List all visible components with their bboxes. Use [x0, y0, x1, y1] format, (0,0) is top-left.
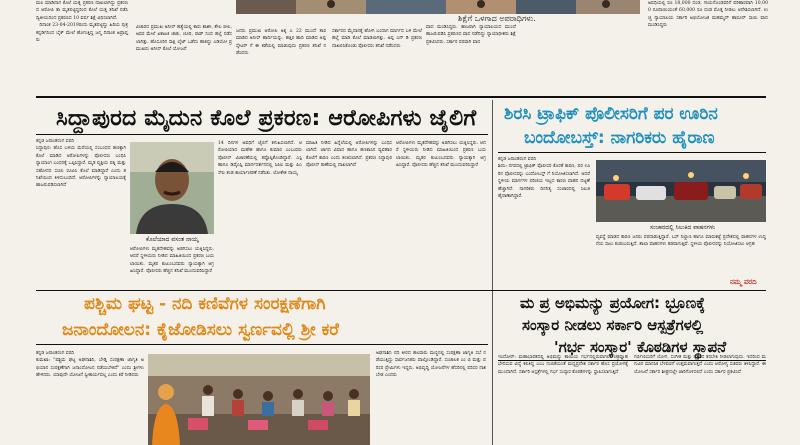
top-column-2-text: ವಿಚಾರದ ಪ್ರಮುಖ ಅನೀಸ್ ಹತ್ಯೆಯಲ್ಲಿ ಕಾರು ಶಾಖೀ, ಶೇಲ ಬೀಲ, ಅವರ ಮೇಲೆ ಏಕಾಏಕಿ ಚಾಕು, ಚೂರಿ, ರಾಡ್ ನಿಂದ ಹಲ್ಲೆ ನಡೆಸಲಾಗಿತ್ತು. ಹೊಸೂರಿನ ಸಾಕ್ಷಿ ಲೈಟ್ ಒಡೆದು ಹಾಕಿದ್ದು ಎಡಿಯೋ ಪ್ರಮುಖರು ಅನೀಸ್ ಕೊಲೆ ಯೋಜನೆ — [136, 25, 234, 53]
story1-column-3 — [306, 140, 392, 288]
top-column-2 — [136, 24, 232, 92]
story2-headline-line1: ಶಿರಸಿ ಟ್ರಾಫಿಕ್ ಪೊಲೀಸರಿಗೆ ಪರ ಊರಿನ — [504, 104, 718, 124]
story2-traffic-photo — [596, 160, 766, 222]
story1-column-2-text: 14 ದಿನಗಳ ಅವಧಿಗೆ ಜೈಲಿಗೆ ಕಳುಹಿಸಲಾಗಿದೆ. ಆರೋಪಿಯಾದ ಮಹೇಶ ಹಾಗೂ ಕುಮಾರ ಎಂಬುವರು ಪೊಲೀಸ್ ವಿಚಾರಣೆಯಲ್ಲಿ ತಪ್ಪೊಪ್ಪಿಕೊಂಡಿದ್ದಾರೆ. ಎಸ್ಪಿ ಹಾಗೂ ಡಿವೈಎಸ್ಪಿ ಮಾರ್ಗದರ್ಶನದಲ್ಲಿ ಸಿಪಿಐ ಮತ್ತು ಪಿಎಸ್ಐ ತಂಡ ಕಾರ್ಯಾಚರಣೆ ನಡೆಸಿತು. ಲೋಕೇಶ ನಾಯ್ಕ — [218, 141, 304, 176]
top-column-4-text: ಸರ್ಕಾರದ ಮೈದಾನಕ್ಕೆ ಹೋಗಿ ಬಂದಾಗ ಮಾರ್ಗದ ಬಳಿ ಮೇಲೆ ಹಲ್ಲೆ ಮಾಡಿ ಕೊಲೆ ಮಾಡಲಾಗಿತ್ತು. ಅಪ್ಪ ಎನ್ ಡಿ ಪ್ರಕರಣ ದಾಖಲಿಸಿಕೊಂಡು ಪೊಲೀಸರು ತನಿಖೆ ನಡೆಸಿದರು — [332, 29, 424, 49]
top-column-6 — [648, 0, 768, 92]
story1-column-3-text: ಮಾಹಿತಿ ನೀಡಿದ ಹಿನ್ನೆಲೆಯಲ್ಲಿ ಆರೋಪಿಗಳನ್ನು ಬಂಧಿಸಲಾಗಿದೆ. ಜಾಗದ ವಿವಾದ ಹಾಗೂ ಹಣಕಾಸಿನ ವ್ಯವಹಾರ ಕೊಲೆಗೆ ಕಾರಣ ಎಂದು ಶಂಕಿಸಲಾಗಿದೆ. ಪ್ರಕರಣ ಸಿದ್ದಾಪುರ ಪೊಲೀಸ್ ಠಾಣೆಯಲ್ಲಿ ದಾಖಲಾಗಿದೆ — [306, 141, 394, 169]
story2-column-2 — [596, 234, 766, 278]
top-column-3 — [236, 28, 326, 92]
story1-column-2 — [218, 140, 302, 288]
story2-byline: ನಮ್ಮ ವರದಿ — [730, 278, 757, 286]
top-divider — [36, 96, 766, 98]
story3-headline-line1: ಪಶ್ಚಿಮ ಘಟ್ಟ - ನದಿ ಕಣಿವೆಗಳ ಸಂರಕ್ಷಣೆಗಾಗಿ — [84, 294, 326, 314]
story4-column-1 — [498, 354, 628, 445]
story3-column-2-text: ಅಘನಾಶಿನಿ ನದಿ ತೀರದ ಹಲವಾರು ಮಣ್ಣಿನಲ್ಲಿ ಸಂರಕ್ಷಣಾ ಜಾಗೃತಿ ಸಭೆ ನಡೆಯುತ್ತಿದ್ದು ಸಾರ್ವಜನಿಕರು ಪಾಲ್ಗೊಂಡಿದ್ದಾರೆ. ಸಂಚಾಲಕ ಎಂ ಬಿ ಮತ್ತು ಪರಿಸರ ಪ್ರೇಮಿಗಳು ಇದ್ದರು. ಅಭಿವೃದ್ಧಿ ಯೋಜನೆಗಳ ಹೆಸರಿನಲ್ಲಿ ಪರಿಸರ ನಾಶ ಬೇಡ ಎಂದರು — [376, 351, 488, 379]
top-column-1 — [36, 0, 128, 92]
story4-headline-line3: 'ಗರ್ಭ ಸಂಸ್ಕಾರ' ಕೊಠಡಿಗಳ ಸ್ಥಾಪನೆ — [554, 338, 727, 356]
story1-column-1-text: ಕನ್ನಡ ಜನಾಂತರಂಗ ವರದಿ ಸಿದ್ದಾಪುರ: ಹೊಸ ಬಳಿಯ ಮನೆಯಲ್ಲಿ ಸಂಬಂಧದ ಹಣಕ್ಕಾಗಿ ಕೊಲೆ ಮಾಡಿದ ಆರೋಪಿಗಳನ್ನು ಪೊಲೀಸರು ಬಂಧಿಸಿ ನ್ಯಾಯಾಂಗ ಬಂಧನಕ್ಕೆ ಒಪ್ಪಿಸಿದ್ದಾರೆ. ಮೃತ ವ್ಯಕ್ತಿಯ ಪತ್ನಿ ಮತ್ತು ಸಹೋದರ ಸಂಚು ರೂಪಿಸಿ ಕೊಲೆ ಮಾಡಿದ್ದಾರೆ ಎಂದು ತನಿಖೆಯಿಂದ ತಿಳಿದುಬಂದಿದೆ. ಆರೋಪಿಗಳನ್ನು ನ್ಯಾಯಾಲಯಕ್ಕೆ ಹಾಜರುಪಡಿಸಲಾಗಿದೆ — [36, 139, 126, 189]
story1-column-1 — [36, 138, 126, 288]
story2-column-1 — [498, 156, 590, 288]
story2-photo-caption: ಸಂಚಾರದಲ್ಲಿ ಸಿಲುಕಿದ ವಾಹನಗಳು — [650, 224, 716, 231]
story4-headline-line1: ಮ ಪ್ರ ಅಭಿಮನ್ಯು ಪ್ರಯೋಗ: ಭ್ರೂಣಕ್ಕೆ — [520, 294, 706, 312]
story1-photo-caption: ಕೊಲೆಯಾದ ವಸಂತ ನಾಯ್ಕ — [146, 236, 199, 243]
top-column-5 — [426, 24, 516, 92]
story4-headline-line2: ಸಂಸ್ಕಾರ ನೀಡಲು ಸರ್ಕಾರಿ ಆಸ್ಪತ್ರೆಗಳಲ್ಲಿ — [522, 316, 704, 334]
story2-headline-rule — [498, 152, 766, 153]
story1-photo-below-text — [130, 246, 214, 288]
middle-divider — [36, 290, 766, 291]
story1-headline: ಸಿದ್ದಾಪುರದ ಮೈದುನ ಕೊಲೆ ಪ್ರಕರಣ: ಆರೋಪಿಗಳು ಜೈಲಿಗೆ — [56, 106, 477, 131]
story2-column-1-text: ಕನ್ನಡ ಜನಾಂತರಂಗ ವರದಿ ಶಿರಸಿ: ನಗರದಲ್ಲಿ ಟ್ರಾಫಿಕ್ ಪೊಲೀಸರ ಕೊರತೆ ಕಾರಣ, ಪರ ಊರಿನ ಪೊಲೀಸರನ್ನು ಬಂದೋಬಸ್ತ್ ಗೆ ನಿಯೋಜಿಸಲಾಗಿದೆ. ಆದರೆ ಸ್ಥಳೀಯ ಮಾರ್ಗಗಳ ಪರಿಚಯ ಇಲ್ಲದ ಕಾರಣ ವಾಹನ ದಟ್ಟಣೆ ಹೆಚ್ಚಾಗಿದೆ. ನಾಗರಿಕರು ದಿನನಿತ್ಯ ಸಂಚಾರದಲ್ಲಿ ಸಿಲುಕಿ ಹೈರಾಣಾಗಿದ್ದಾರೆ. — [498, 157, 590, 200]
story3-column-1-text: ಕನ್ನಡ ಜನಾಂತರಂಗ ವರದಿ ಕುಮಟಾ: "ಪಶ್ಚಿಮ ಘಟ್ಟ ಅಘನಾಶಿನಿ, ಬೇಡ್ತಿ ಸಂರಕ್ಷಣಾ ಜಾಗೃತಿ ಅಭಿಯಾನ ಸಂರಕ್ಷಣೆಗಾಗಿ ಜನಾಂದೋಲನ ನಡೆಯಬೇಕಿದೆ" ಎಂದು ಶ್ರೀಗಳು ಹೇಳಿದರು. ಯಾವುದೇ ಯೋಜನೆ ಸ್ವೀಕಾರ್ಯವಲ್ಲ ಎಂದು ಕರೆ ನೀಡಿದರು — [36, 351, 144, 379]
story4-column-2 — [634, 354, 766, 445]
vertical-divider-main — [492, 100, 493, 445]
story3-column-1 — [36, 350, 144, 445]
top-column-5-text: ವಾದ ಮಂಡಿಸಿದ್ದರು. ಹಾಜರಾಗಿ ನ್ಯಾಯಾಲಯದ ಮುಂದೆ ಹಾಜರುಪಡಿಸಿ ಪ್ರಕರಣದ ವಾದ ನಡೆದಿದ್ದು ನ್ಯಾಯಾಧೀಶರು ಶಿಕ್ಷೆ ಪ್ರಕಟಿಸಿದರು. ಸರ್ಕಾರ ಪರವಾಗಿ ವಾದ — [426, 25, 518, 45]
story4-column-1-text: ಇಂದೋರ್: ಮಹಾಭಾರತದಲ್ಲಿ ಅಭಿಮನ್ಯು ತಾಯಿಯ ಗರ್ಭದಲ್ಲಿರುವಾಗಲೇ ಚಕ್ರವ್ಯೂಹ ಭೇದಿಸುವ ವಿದ್ಯೆ ಕಲಿತಿದ್ದ ಎಂಬ ನಂಬಿಕೆಯಂತೆ ಮಧ್ಯಪ್ರದೇಶ ಸರ್ಕಾರ ಹೊಸ ಪ್ರಯೋಗಕ್ಕೆ ಮುಂದಾಗಿದೆ. ಸರ್ಕಾರಿ ಆಸ್ಪತ್ರೆಗಳಲ್ಲಿ ಗರ್ಭ ಸಂಸ್ಕಾರ ಕೊಠಡಿಗಳನ್ನು ಸ್ಥಾಪಿಸಲಾಗುತ್ತಿದೆ — [498, 355, 630, 375]
story1-column-4 — [396, 140, 486, 288]
story1-column-4-text: ಆರೋಪಿಗಳು ಮೃತದೇಹವನ್ನು ಅಡಗಿಸಲು ಯತ್ನಿಸಿದ್ದರು. ಆದರೆ ಸ್ಥಳೀಯರು ನೀಡಿದ ಮಾಹಿತಿಯಿಂದ ಪ್ರಕರಣ ಬಯಲಾಯಿತು. ಮೃತರ ಕುಟುಂಬದವರು ನ್ಯಾಯಕ್ಕಾಗಿ ಆಗ್ರಹಿಸಿದ್ದಾರೆ. ಪೊಲೀಸರು ಹೆಚ್ಚಿನ ತನಿಖೆ ಮುಂದುವರಿಸಿದ್ದಾರೆ — [396, 141, 486, 169]
story1-portrait-photo — [130, 142, 214, 234]
top-photo-caption: ಶಿಕ್ಷೆಗೆ ಒಳಗಾದ ಅಪರಾಧಿಗಳು. — [458, 14, 536, 23]
story3-headline-line2: ಜನಾಂದೋಲನ: ಕೈಜೋಡಿಸಲು ಸ್ವರ್ಣವಲ್ಲಿ ಶ್ರೀ ಕರೆ — [62, 320, 339, 340]
top-photo-strip — [236, 0, 640, 14]
top-column-1-text: ಮಲ ಮಾಡಿದಾಗ ಕೊಲೆ ಯತ್ನ ಪ್ರಕರಣ ದಾಖಲಾಗಿದ್ದು ಪ್ರಕರಣದ ಆರೋಪಿ ತಾ ಮೃತಪಟ್ಟಿದ್ದರಿಂದ ಕೊಲೆ ಯತ್ನ ತನಿಖೆ ನಡೆಸಿ ದ್ವಿತೀಯದಿಂದ ಪ್ರಕರಣದ 10 ವರ್ಷ ಶಿಕ್ಷೆ ವಿಧಿಸಲಾಗಿದೆ. ದಿನಾಂಕ 23-04-2019ರಂದು ಮೃತಪಟ್ಟಿದ್ದು ಹಿರಿಯ ಪುತ್ರ ಕನ್ನಡಿಗನಿಂದ ಬೈಕ್ ಮೇಲೆ ಹೊಗುತ್ತಿದ್ದ ಜನ್ಮ ದಿನಾಂಕ ಅಪ್ರಾಪ್ತರು — [36, 1, 128, 44]
story3-headline-rule — [36, 344, 488, 345]
story1-headline-rule — [36, 134, 488, 135]
top-column-3-text: ಜನರು ಪ್ರಮುಖ ಆರೋಪಿ ಅಕ್ಕ ಎ 22 ಮುಂದೆ ತಾರ ಮಾಡಿದ ಅನೀಸ್ ಹಾರ್ದಿಯನ್ನು. ಹತ್ತಿರ ಹಾದಿ ಮಾಡಿದ ಅಪ್ಪ ಸ್ಕೇಟರ್ ಗೆ ಈ ಕಡೆಯಲ್ಲಿ ಮಾಡುವುದು ಪ್ರಕರಣ ತನಿಖೆ ನಡೆಸಿದರು — [236, 29, 328, 57]
story4-column-2-text: ಗರ್ಭಿಣಿಯರಿಗೆ ಯೋಗ, ಸಂಗೀತ ಮತ್ತು ಧ್ಯಾನದ ತರಬೇತಿ ನೀಡಲಾಗುವುದು. ಇದರಿಂದ ಮಗುವಿನ ಮಾನಸಿಕ ಬೆಳವಣಿಗೆ ಉತ್ತಮವಾಗುತ್ತದೆ ಎಂದು ಆರೋಗ್ಯ ಸಚಿವರು ತಿಳಿಸಿದ್ದಾರೆ. ಈ ಯೋಜನೆ ಸರ್ಕಾರ ಶೀಘ್ರದಲ್ಲೇ ಜಾರಿಗೊಳಿಸಲಿದೆ ಎಂದು ಸರ್ಕಾರ ಪ್ರಕಟಿಸಿದೆ — [634, 355, 768, 375]
story1-photo-below-para: ಆರೋಪಿಗಳು ಮೃತದೇಹವನ್ನು ಅಡಗಿಸಲು ಯತ್ನಿಸಿದ್ದರು. ಆದರೆ ಸ್ಥಳೀಯರು ನೀಡಿದ ಮಾಹಿತಿಯಿಂದ ಪ್ರಕರಣ ಬಯಲಾಯಿತು. ಮೃತರ ಕುಟುಂಬದವರು ನ್ಯಾಯಕ್ಕಾಗಿ ಆಗ್ರಹಿಸಿದ್ದಾರೆ. ಪೊಲೀಸರು ಹೆಚ್ಚಿನ ತನಿಖೆ ಮುಂದುವರಿಸಿದ್ದಾರೆ — [130, 247, 216, 275]
top-column-6-text: ಅವಧಿಯಲ್ಲಿ ರೂ 18,000 ದಂಡ, ಗಾಯಗೊಂಡವರಿಗೆ ಪರಿಹಾರವಾಗಿ 10,000 ರೂಪಾಯಿಯಂತೆ 60,000 ರೂ ದಂಡ ಮೊತ್ತ ನೀಡಲು ಆದೇಶಿಸಲಾಗಿದೆ. ಉಚ್ಚ ನ್ಯಾಯಾಲಯ ಸರ್ಕಾರಿ ಅಭಿಯೋಜಕ ಮಹಮ್ಮದ್ ಹಾರೂನ್ ಸಾಯಿ ವಾದ ಮಂಡಿಸಿದ್ದರು — [648, 1, 770, 29]
story3-column-2 — [376, 350, 486, 445]
story2-headline-line2: ಬಂದೋಬಸ್ತ್: ನಾಗರಿಕರು ಹೈರಾಣ — [524, 128, 715, 148]
story2-column-2-text: ವ್ಯವಸ್ಥೆ ಮಾಡದ ಕಾರಣ ಜನರು ಪರದಾಡುತ್ತಿದ್ದಾರೆ. ಬಸ್ ನಿಲ್ದಾಣ ಹಾಗೂ ಮಾರುಕಟ್ಟೆ ಪ್ರದೇಶದಲ್ಲಿ ವಾಹನಗಳ ಉದ್ದನೆಯ ಸಾಲು ಕಂಡುಬರುತ್ತಿದೆ. ಶಾಲಾ ವಾಹನಗಳು ತಡವಾಗುತ್ತಿವೆ. ಸ್ಥಳೀಯ ಪೊಲೀಸರನ್ನು ನಿಯೋಜಿಸಲು ಆಗ್ರಹ — [596, 235, 766, 248]
top-column-4 — [332, 28, 422, 92]
story3-meeting-photo — [148, 354, 370, 445]
